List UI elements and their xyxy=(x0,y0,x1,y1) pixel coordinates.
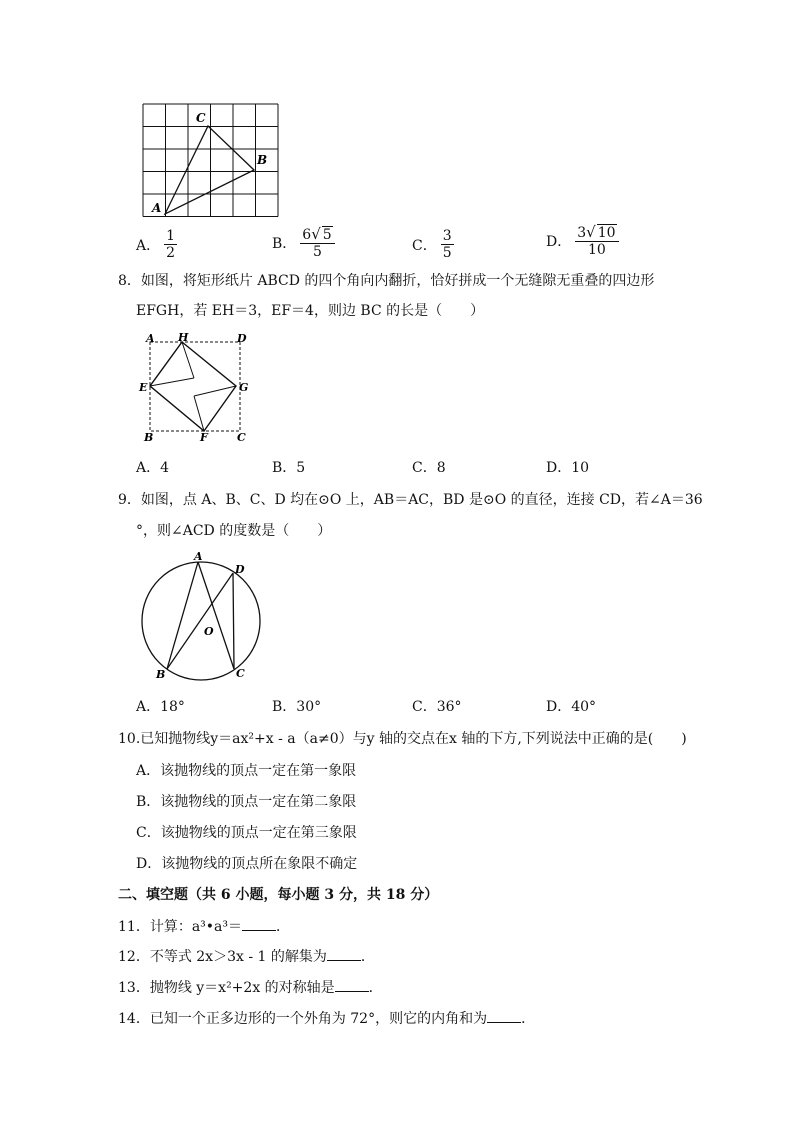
q8-option-d: D．10 xyxy=(546,460,590,476)
q9-label-d: D xyxy=(235,563,245,576)
q14-text: 14．已知一个正多边形的一个外角为 72°，则它的内角和为 ． xyxy=(118,1008,535,1028)
q9-option-c: C．36° xyxy=(412,699,462,715)
q12-text: 12．不等式 2x＞3x - 1 的解集为 ． xyxy=(118,946,375,966)
q9-option-a: A．18° xyxy=(136,699,185,715)
q7-label-b: B xyxy=(257,153,268,167)
q8-option-b: B．5 xyxy=(272,460,306,476)
q9-label-o: O xyxy=(204,625,214,638)
q8-label-b: B xyxy=(144,431,154,444)
q7-option-d: D． $\frac{3√ 10}{10}$ xyxy=(546,224,619,258)
q10-option-b: B．该抛物线的顶点一定在第二象限 xyxy=(136,794,357,810)
q8-option-c: C．8 xyxy=(412,460,446,476)
q9-circle-figure xyxy=(136,546,266,681)
q8-label-d: D xyxy=(237,332,247,345)
q9-label-c: C xyxy=(236,667,245,680)
q9-option-b: B．30° xyxy=(272,699,322,715)
q9-stem-line1: 9．如图，点 A、B、C、D 均在⊙O 上，AB＝AC，BD 是⊙O 的直径，连接 CD，若∠A＝36 xyxy=(118,492,703,508)
q13-answer-blank[interactable] xyxy=(335,977,369,992)
q8-rectangle-figure xyxy=(138,330,258,445)
q7-option-c: C． $\frac{3}{5}$ xyxy=(412,228,452,262)
q10-option-c: C．该抛物线的顶点一定在第三象限 xyxy=(136,825,357,841)
q8-stem-line2: EFGH，若 EH＝3，EF＝4，则边 BC 的长是（ ） xyxy=(136,303,485,319)
q8-label-g: G xyxy=(239,381,249,394)
q10-stem: 10.已知抛物线y＝ax²+x - a（a≠0）与y 轴的交点在x 轴的下方,下列说法中正确的是( ) xyxy=(118,731,687,747)
q8-label-a: A xyxy=(146,332,155,345)
q8-label-f: F xyxy=(200,431,208,444)
q11-answer-blank[interactable] xyxy=(242,916,276,931)
q10-option-d: D．该抛物线的顶点所在象限不确定 xyxy=(136,856,358,872)
q8-option-a: A．4 xyxy=(136,460,170,476)
q9-stem-line2: °，则∠ACD 的度数是（ ） xyxy=(136,523,332,539)
q9-label-a: A xyxy=(194,550,203,563)
q7-option-b: B． $\frac{6√ 5}{5}$ xyxy=(272,226,335,260)
q8-label-h: H xyxy=(178,331,189,344)
q12-answer-blank[interactable] xyxy=(327,946,361,961)
q8-stem-line1: 8．如图，将矩形纸片 ABCD 的四个角向内翻折，恰好拼成一个无缝隙无重叠的四边形 xyxy=(118,273,655,289)
q7-label-a: A xyxy=(152,201,162,215)
q7-option-a: A． $\frac{1}{2}$ xyxy=(136,228,176,262)
q14-answer-blank[interactable] xyxy=(487,1008,521,1023)
q9-option-d: D．40° xyxy=(546,699,597,715)
q8-label-e: E xyxy=(139,381,148,394)
q9-label-b: B xyxy=(156,668,166,681)
q8-label-c: C xyxy=(237,431,246,444)
q11-text: 11．计算：a³•a³＝ ． xyxy=(118,916,290,936)
section2-heading: 二、填空题（共 6 小题，每小题 3 分，共 18 分） xyxy=(118,887,439,903)
q10-option-a: A．该抛物线的顶点一定在第一象限 xyxy=(136,763,357,779)
q7-grid-figure xyxy=(138,100,288,218)
q7-triangle xyxy=(165,126,254,214)
q13-text: 13．抛物线 y＝x²+2x 的对称轴是 ． xyxy=(118,977,383,997)
q7-label-c: C xyxy=(196,111,206,125)
